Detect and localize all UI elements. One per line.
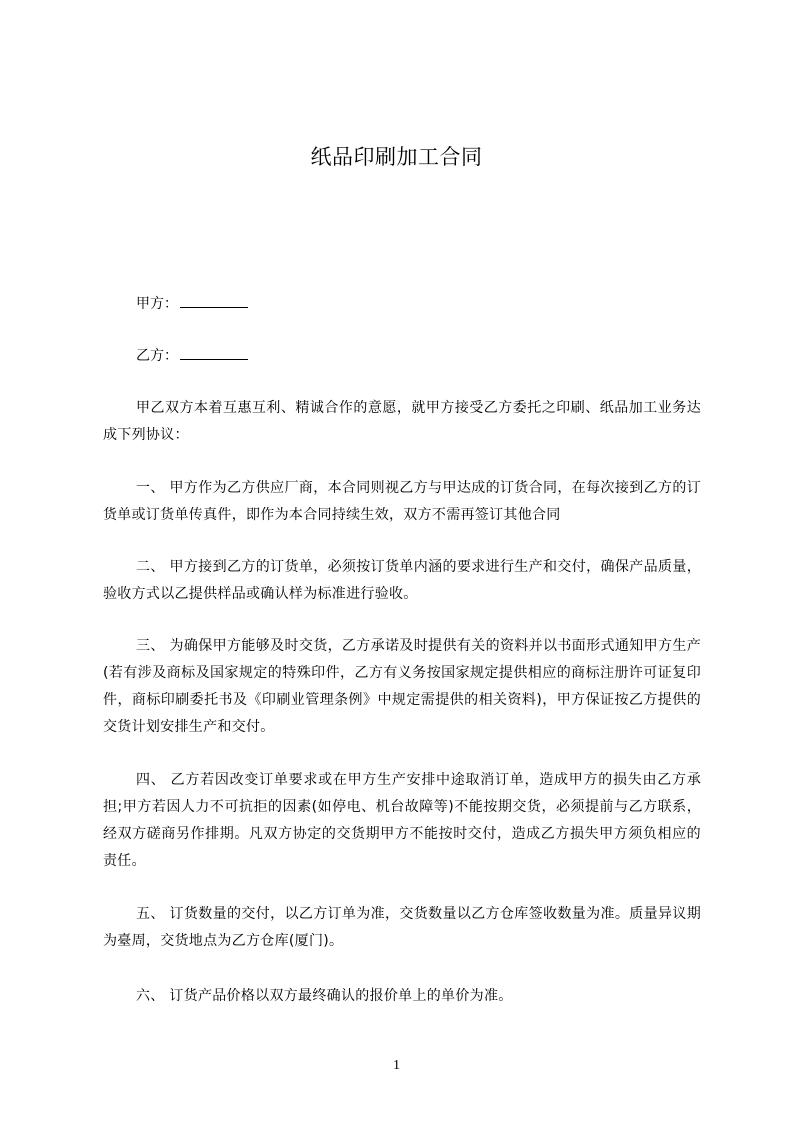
intro-paragraph: 甲乙双方本着互惠互利、精诚合作的意愿，就甲方接受乙方委托之印刷、纸品加工业务达成下列协议： bbox=[103, 400, 701, 443]
document-title: 纸品印刷加工合同 bbox=[310, 145, 483, 169]
party-a-line bbox=[136, 293, 248, 314]
party-b-label: 乙方： bbox=[136, 348, 178, 364]
party-b-blank bbox=[180, 345, 248, 360]
clause-2: 二、 甲方接到乙方的订货单，必须按订货单内涵的要求进行生产和交付，确保产品质量，验收方式以乙提供样品或确认样为标准进行验收。 bbox=[103, 559, 701, 602]
clause-4: 四、 乙方若因改变订单要求或在甲方生产安排中途取消订单，造成甲方的损失由乙方承担;甲方若因人力不可抗拒的因素(如停电、机台故障等)不能按期交货，必须提前与乙方联系，经双方磋商另作排期。凡双方协定的交货期甲方不能按时交付，造成乙方损失甲方须负相应的责任。 bbox=[103, 772, 701, 869]
party-a-blank bbox=[180, 293, 248, 308]
party-b-line bbox=[136, 345, 248, 366]
clause-3: 三、 为确保甲方能够及时交货，乙方承诺及时提供有关的资料并以书面形式通知甲方生产(若有涉及商标及国家规定的特殊印件，乙方有义务按国家规定提供相应的商标注册许可证复印件，商标印刷委托书及《印刷业管理条例》中规定需提供的相关资料)，甲方保证按乙方提供的交货计划安排生产和交付。 bbox=[103, 638, 701, 735]
clause-5: 五、 订货数量的交付，以乙方订单为准，交货数量以乙方仓库签收数量为准。质量异议期为臺周，交货地点为乙方仓库(厦门)。 bbox=[103, 906, 701, 949]
clause-1: 一、 甲方作为乙方供应厂商，本合同则视乙方与甲达成的订货合同，在每次接到乙方的订货单或订货单传真件，即作为本合同持续生效，双方不需再签订其他合同 bbox=[103, 480, 701, 523]
page-number: 1 bbox=[393, 1058, 400, 1073]
party-a-label: 甲方： bbox=[136, 296, 178, 312]
clause-6: 六、 订货产品价格以双方最终确认的报价单上的单价为准。 bbox=[136, 988, 513, 1004]
